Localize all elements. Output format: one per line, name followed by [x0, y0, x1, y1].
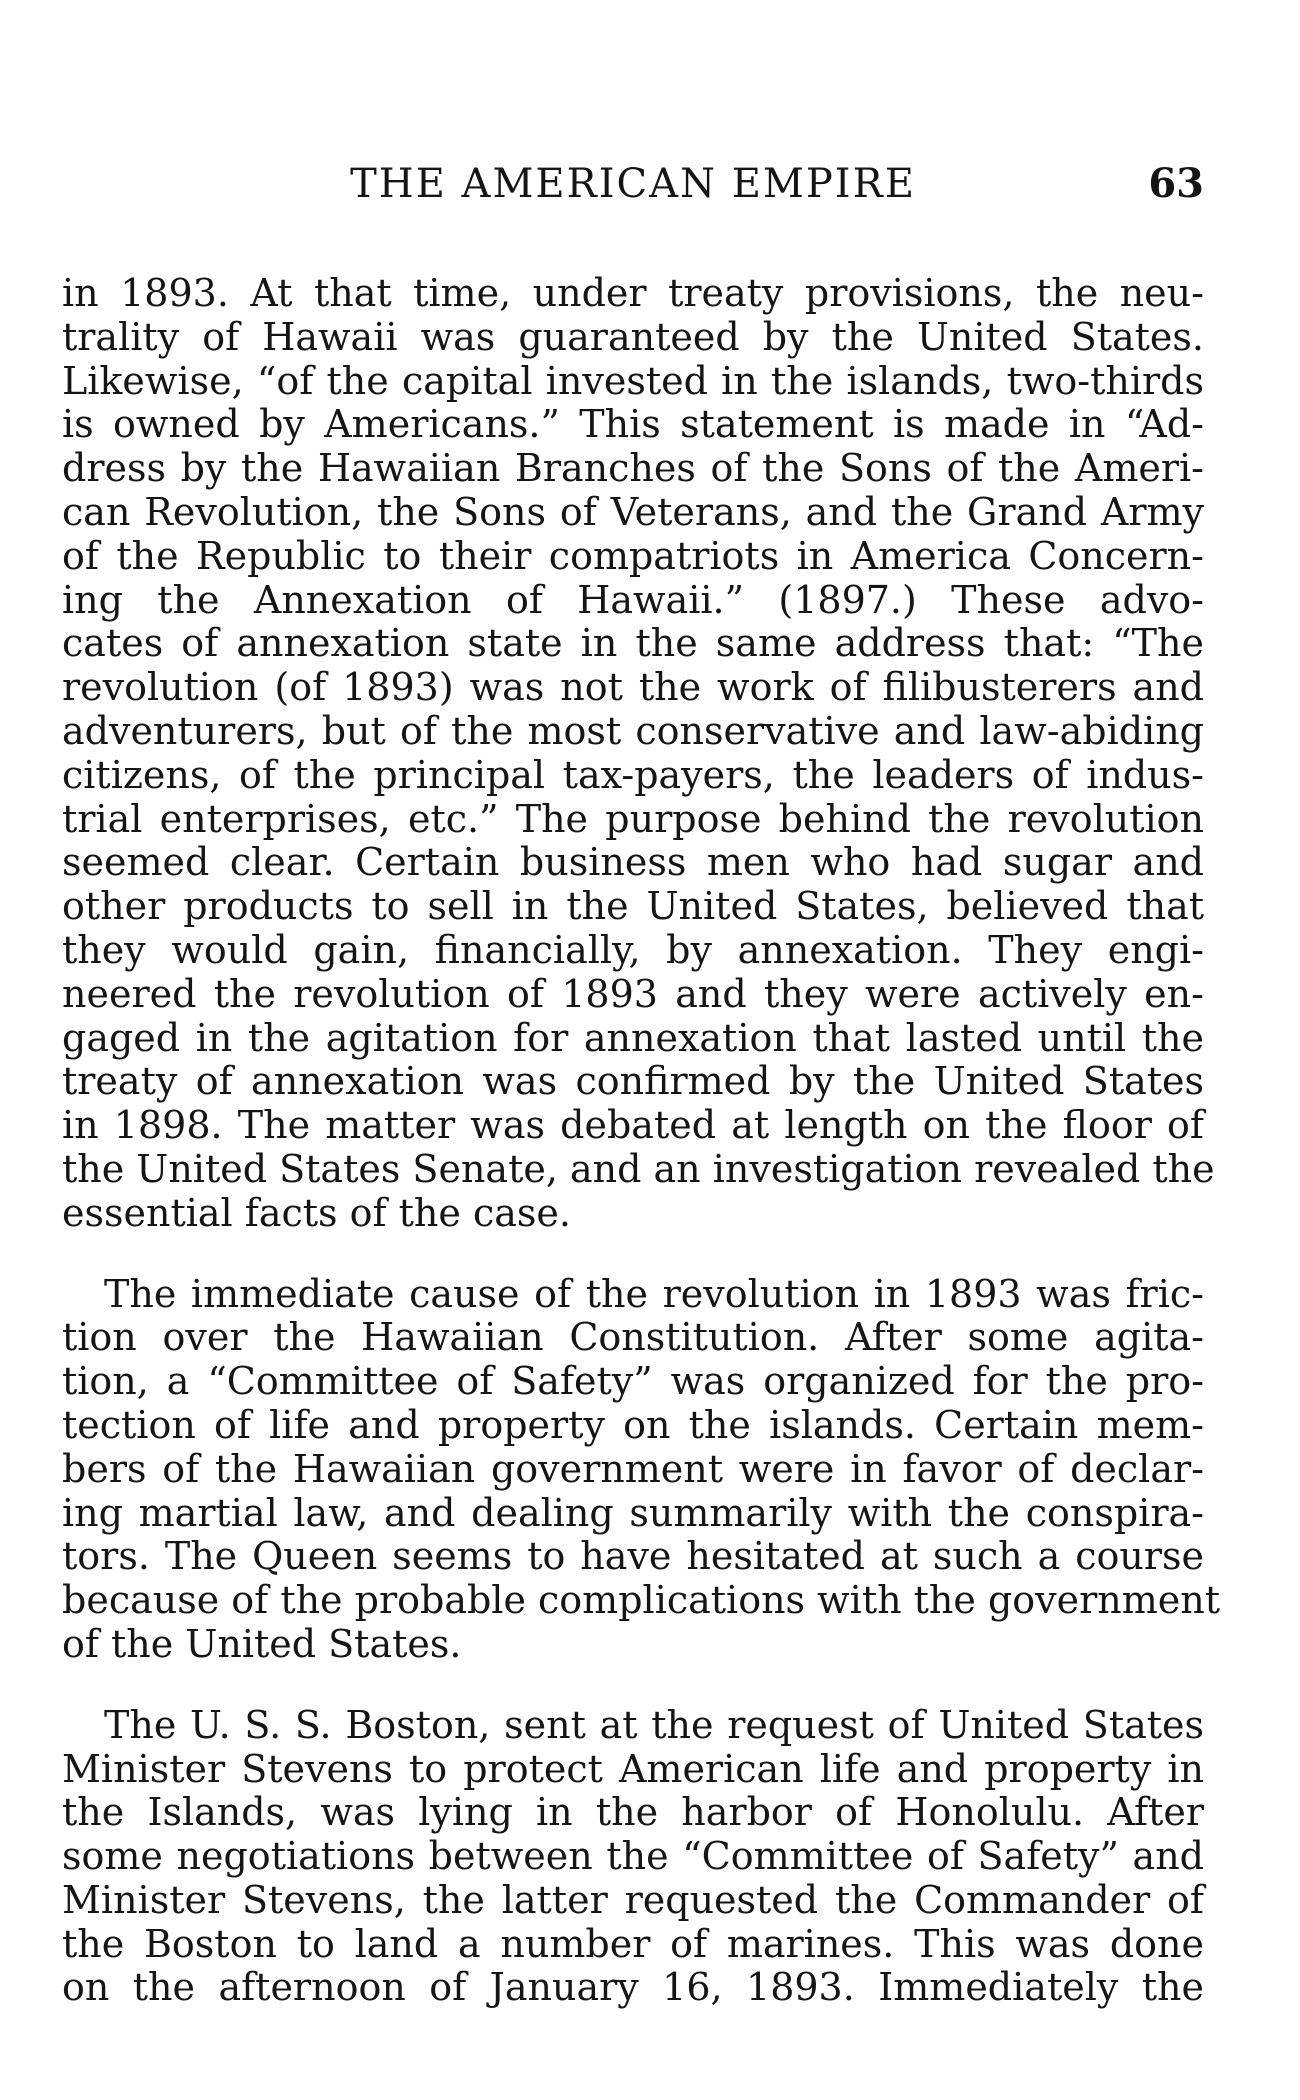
text-line: they would gain, financially, by annexation. They engi-	[62, 927, 1204, 972]
text-line: ing martial law, and dealing summarily with the conspira-	[62, 1490, 1204, 1535]
text-line: trality of Hawaii was guaranteed by the United States.	[62, 314, 1204, 359]
text-line: treaty of annexation was confirmed by the United States	[62, 1059, 1204, 1104]
text-line: Likewise, “of the capital invested in the islands, two-thirds	[62, 358, 1204, 403]
text-line: seemed clear. Certain business men who had sugar and	[62, 840, 1204, 885]
text-line: some negotiations between the “Committee of Safety” and	[62, 1834, 1204, 1879]
page-header	[62, 158, 1204, 210]
text-line: essential facts of the case.	[62, 1190, 571, 1235]
text-line: tection of life and property on the islands. Certain mem-	[62, 1402, 1204, 1447]
running-head: THE AMERICAN EMPIRE	[350, 161, 916, 207]
text-line: in 1893. At that time, under treaty provisions, the neu-	[62, 271, 1204, 315]
text-line: of the United States.	[62, 1621, 462, 1666]
text-line: The immediate cause of the revolution in 1893 was fric-	[104, 1271, 1204, 1316]
text-line: bers of the Hawaiian government were in favor of declar-	[62, 1446, 1204, 1491]
paragraph-gap	[62, 1667, 1204, 1704]
paragraph-gap	[62, 1236, 1204, 1273]
text-line: dress by the Hawaiian Branches of the Sons of the Ameri-	[62, 446, 1204, 491]
text-line: on the afternoon of January 16, 1893. Immediately the	[62, 1965, 1204, 2010]
text-line: trial enterprises, etc.” The purpose behind the revolution	[62, 796, 1204, 841]
text-line: can Revolution, the Sons of Veterans, and the Grand Army	[62, 489, 1204, 534]
text-line: the Boston to land a number of marines. This was done	[62, 1921, 1204, 1966]
text-line: in 1898. The matter was debated at length on the floor of	[62, 1103, 1204, 1148]
text-line: tion over the Hawaiian Constitution. After some agita-	[62, 1315, 1204, 1360]
text-line: ing the Annexation of Hawaii.” (1897.) These advo-	[62, 577, 1204, 622]
body-text	[62, 271, 1221, 2010]
text-line: Minister Stevens to protect American life and property in	[62, 1746, 1204, 1791]
text-line: neered the revolution of 1893 and they were actively en-	[62, 971, 1204, 1016]
text-line: other products to sell in the United States, believed that	[62, 884, 1204, 929]
paragraph-3	[62, 1704, 1204, 2011]
text-line: The U. S. S. Boston, sent at the request of United States	[104, 1702, 1204, 1747]
text-line: because of the probable complications with the government	[62, 1578, 1221, 1623]
text-line: gaged in the agitation for annexation that lasted until the	[62, 1015, 1204, 1060]
text-line: the United States Senate, and an investigation revealed the	[62, 1146, 1215, 1191]
text-line: revolution (of 1893) was not the work of filibusterers and	[62, 665, 1204, 710]
text-line: tion, a “Committee of Safety” was organized for the pro-	[62, 1359, 1204, 1404]
text-line: tors. The Queen seems to have hesitated at such a course	[62, 1534, 1204, 1579]
paragraph-2	[62, 1271, 1221, 1667]
paragraph-1	[62, 271, 1215, 1236]
page-number: 63	[1148, 160, 1204, 207]
text-line: is owned by Americans.” This statement is made in “Ad-	[62, 402, 1204, 447]
text-line: Minister Stevens, the latter requested the Commander of	[62, 1877, 1204, 1922]
text-line: adventurers, but of the most conservative and law-abiding	[62, 708, 1204, 753]
text-line: the Islands, was lying in the harbor of Honolulu. After	[62, 1790, 1204, 1835]
text-line: cates of annexation state in the same address that: “The	[62, 621, 1204, 666]
text-line: of the Republic to their compatriots in America Concern-	[62, 533, 1204, 578]
text-line: citizens, of the principal tax-payers, the leaders of indus-	[62, 752, 1204, 797]
